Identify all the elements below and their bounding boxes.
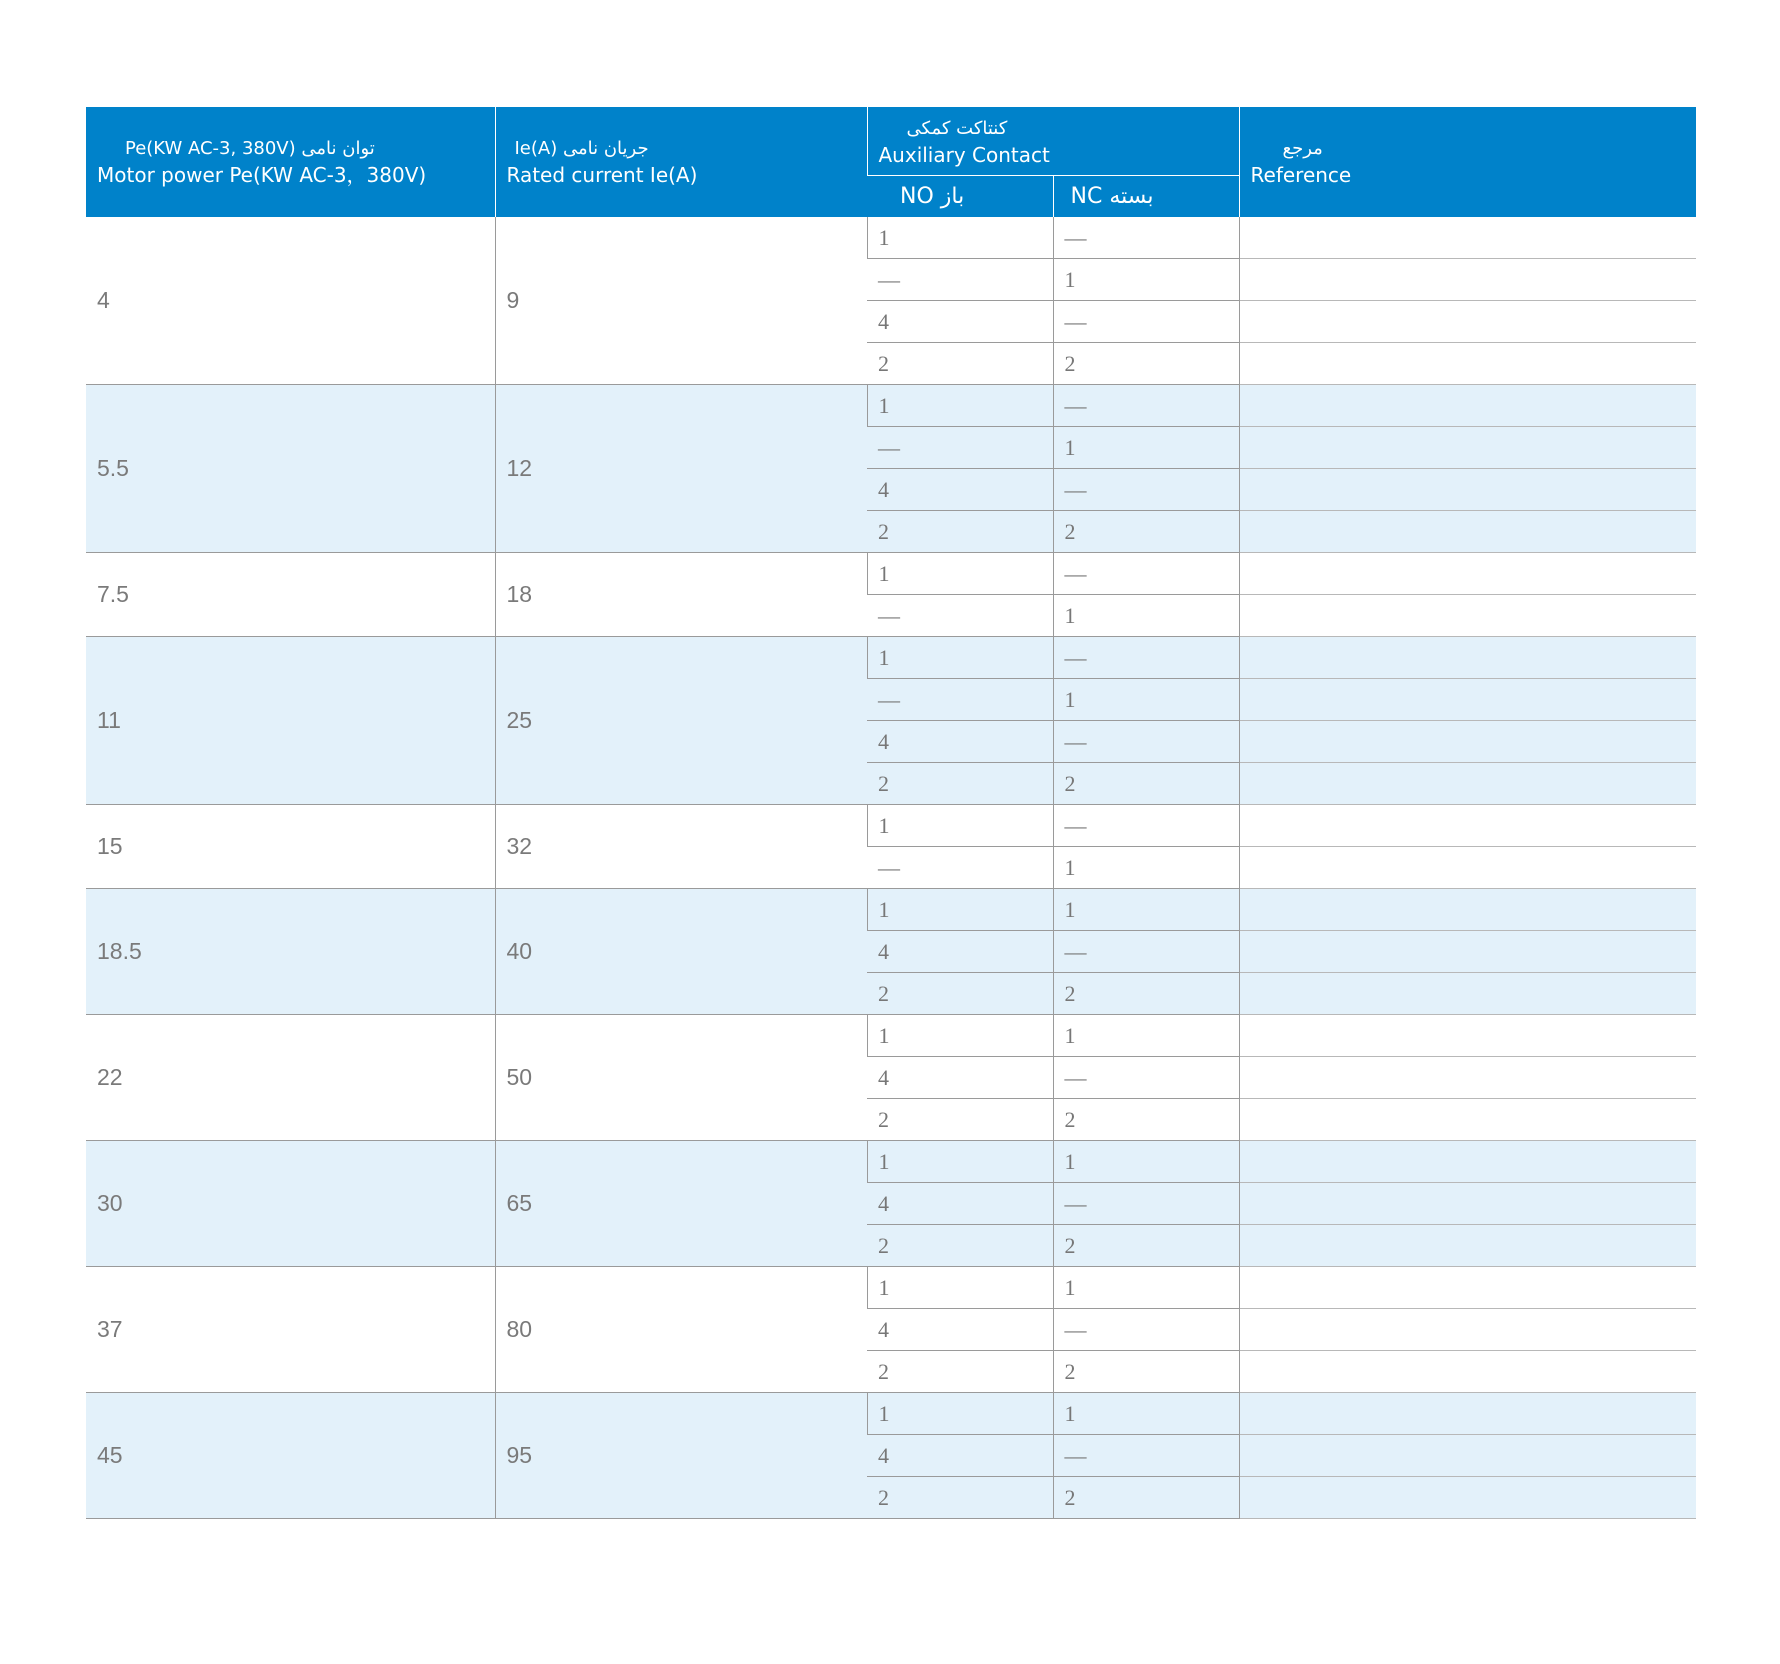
nc-contact-cell: — xyxy=(1053,931,1239,973)
no-contact-cell: 4 xyxy=(867,721,1053,763)
reference-cell xyxy=(1239,1351,1696,1393)
motor-power-cell: 11 xyxy=(86,637,495,805)
reference-cell xyxy=(1239,595,1696,637)
nc-contact-cell: 1 xyxy=(1053,847,1239,889)
nc-contact-cell: 2 xyxy=(1053,1351,1239,1393)
reference-cell xyxy=(1239,805,1696,847)
nc-contact-cell: 2 xyxy=(1053,763,1239,805)
reference-cell xyxy=(1239,1393,1696,1435)
reference-cell xyxy=(1239,1015,1696,1057)
header-motor-power-en: Motor power Pe(KW AC-3，380V) xyxy=(97,163,427,187)
reference-cell xyxy=(1239,1225,1696,1267)
header-auxiliary-contact-en: Auxiliary Contact xyxy=(878,143,1050,167)
no-contact-cell: 2 xyxy=(867,343,1053,385)
header-nc-label: بسته NC xyxy=(1070,184,1154,209)
motor-power-cell: 18.5 xyxy=(86,889,495,1015)
no-contact-cell: 4 xyxy=(867,301,1053,343)
reference-cell xyxy=(1239,889,1696,931)
nc-contact-cell: 2 xyxy=(1053,511,1239,553)
header-reference-en: Reference xyxy=(1250,163,1352,187)
reference-cell xyxy=(1239,259,1696,301)
no-contact-cell: 2 xyxy=(867,1099,1053,1141)
header-rated-current-en: Rated current Ie(A) xyxy=(506,163,698,187)
table-row xyxy=(86,637,1696,679)
table-row xyxy=(86,385,1696,427)
nc-contact-cell: — xyxy=(1053,301,1239,343)
motor-power-cell: 5.5 xyxy=(86,385,495,553)
reference-cell xyxy=(1239,1267,1696,1309)
nc-contact-cell: 1 xyxy=(1053,427,1239,469)
header-no xyxy=(867,176,1053,218)
rated-current-cell: 40 xyxy=(495,889,867,1015)
motor-power-cell: 37 xyxy=(86,1267,495,1393)
no-contact-cell: 1 xyxy=(867,1267,1053,1309)
no-contact-cell: 2 xyxy=(867,973,1053,1015)
no-contact-cell: 4 xyxy=(867,469,1053,511)
no-contact-cell: — xyxy=(867,427,1053,469)
header-motor-power xyxy=(86,107,495,217)
rated-current-cell: 95 xyxy=(495,1393,867,1519)
nc-contact-cell: — xyxy=(1053,637,1239,679)
no-contact-cell: 4 xyxy=(867,1057,1053,1099)
table-row xyxy=(86,889,1696,931)
table-row xyxy=(86,217,1696,259)
table-body xyxy=(86,217,1696,1519)
header-nc xyxy=(1053,176,1239,218)
nc-contact-cell: 2 xyxy=(1053,973,1239,1015)
reference-cell xyxy=(1239,637,1696,679)
nc-contact-cell: 2 xyxy=(1053,1099,1239,1141)
header-rated-current-fa: جریان نامی Ie(A) xyxy=(514,138,649,159)
no-contact-cell: 1 xyxy=(867,1393,1053,1435)
motor-power-cell: 4 xyxy=(86,217,495,385)
motor-power-cell: 7.5 xyxy=(86,553,495,637)
reference-cell xyxy=(1239,301,1696,343)
reference-cell xyxy=(1239,1183,1696,1225)
header-reference xyxy=(1239,107,1696,217)
no-contact-cell: 2 xyxy=(867,1225,1053,1267)
reference-cell xyxy=(1239,469,1696,511)
reference-cell xyxy=(1239,343,1696,385)
table-row xyxy=(86,1393,1696,1435)
reference-cell xyxy=(1239,931,1696,973)
no-contact-cell: 2 xyxy=(867,511,1053,553)
reference-cell xyxy=(1239,217,1696,259)
reference-cell xyxy=(1239,385,1696,427)
no-contact-cell: 1 xyxy=(867,1015,1053,1057)
rated-current-cell: 18 xyxy=(495,553,867,637)
nc-contact-cell: 1 xyxy=(1053,889,1239,931)
nc-contact-cell: — xyxy=(1053,553,1239,595)
no-contact-cell: 1 xyxy=(867,385,1053,427)
nc-contact-cell: 2 xyxy=(1053,1225,1239,1267)
nc-contact-cell: 1 xyxy=(1053,1141,1239,1183)
nc-contact-cell: 1 xyxy=(1053,259,1239,301)
no-contact-cell: 2 xyxy=(867,763,1053,805)
no-contact-cell: — xyxy=(867,679,1053,721)
nc-contact-cell: 2 xyxy=(1053,343,1239,385)
motor-power-cell: 15 xyxy=(86,805,495,889)
reference-cell xyxy=(1239,1099,1696,1141)
table-row xyxy=(86,805,1696,847)
nc-contact-cell: — xyxy=(1053,1309,1239,1351)
no-contact-cell: 1 xyxy=(867,805,1053,847)
no-contact-cell: 4 xyxy=(867,1309,1053,1351)
no-contact-cell: — xyxy=(867,847,1053,889)
reference-cell xyxy=(1239,973,1696,1015)
nc-contact-cell: — xyxy=(1053,469,1239,511)
table-header xyxy=(86,107,1696,217)
header-auxiliary-contact-fa: کنتاکت کمکی xyxy=(906,118,1008,139)
reference-cell xyxy=(1239,847,1696,889)
reference-cell xyxy=(1239,1477,1696,1519)
table-row xyxy=(86,1267,1696,1309)
nc-contact-cell: — xyxy=(1053,805,1239,847)
reference-cell xyxy=(1239,1435,1696,1477)
rated-current-cell: 80 xyxy=(495,1267,867,1393)
nc-contact-cell: 1 xyxy=(1053,1267,1239,1309)
no-contact-cell: — xyxy=(867,595,1053,637)
no-contact-cell: 1 xyxy=(867,217,1053,259)
no-contact-cell: 4 xyxy=(867,1183,1053,1225)
table-row xyxy=(86,553,1696,595)
reference-cell xyxy=(1239,553,1696,595)
motor-power-cell: 22 xyxy=(86,1015,495,1141)
table-row xyxy=(86,1141,1696,1183)
nc-contact-cell: 1 xyxy=(1053,595,1239,637)
nc-contact-cell: — xyxy=(1053,721,1239,763)
reference-cell xyxy=(1239,721,1696,763)
reference-cell xyxy=(1239,763,1696,805)
no-contact-cell: 1 xyxy=(867,1141,1053,1183)
motor-power-cell: 30 xyxy=(86,1141,495,1267)
nc-contact-cell: 2 xyxy=(1053,1477,1239,1519)
reference-cell xyxy=(1239,427,1696,469)
nc-contact-cell: — xyxy=(1053,217,1239,259)
no-contact-cell: 1 xyxy=(867,889,1053,931)
reference-cell xyxy=(1239,511,1696,553)
no-contact-cell: 2 xyxy=(867,1477,1053,1519)
nc-contact-cell: — xyxy=(1053,1057,1239,1099)
rated-current-cell: 12 xyxy=(495,385,867,553)
reference-cell xyxy=(1239,1057,1696,1099)
nc-contact-cell: — xyxy=(1053,1435,1239,1477)
contactor-spec-table xyxy=(86,107,1696,1519)
header-motor-power-fa: توان نامی Pe(KW AC-3, 380V) xyxy=(125,138,375,159)
header-no-label: باز NO xyxy=(900,184,965,209)
no-contact-cell: 1 xyxy=(867,637,1053,679)
no-contact-cell: 4 xyxy=(867,1435,1053,1477)
rated-current-cell: 9 xyxy=(495,217,867,385)
reference-cell xyxy=(1239,679,1696,721)
rated-current-cell: 50 xyxy=(495,1015,867,1141)
header-reference-fa: مرجع xyxy=(1282,138,1323,159)
nc-contact-cell: — xyxy=(1053,1183,1239,1225)
reference-cell xyxy=(1239,1141,1696,1183)
nc-contact-cell: 1 xyxy=(1053,1015,1239,1057)
rated-current-cell: 25 xyxy=(495,637,867,805)
header-rated-current xyxy=(495,107,867,217)
table-row xyxy=(86,1015,1696,1057)
reference-cell xyxy=(1239,1309,1696,1351)
header-auxiliary-contact xyxy=(867,107,1239,176)
no-contact-cell: — xyxy=(867,259,1053,301)
no-contact-cell: 2 xyxy=(867,1351,1053,1393)
nc-contact-cell: 1 xyxy=(1053,679,1239,721)
motor-power-cell: 45 xyxy=(86,1393,495,1519)
nc-contact-cell: — xyxy=(1053,385,1239,427)
no-contact-cell: 1 xyxy=(867,553,1053,595)
rated-current-cell: 65 xyxy=(495,1141,867,1267)
rated-current-cell: 32 xyxy=(495,805,867,889)
no-contact-cell: 4 xyxy=(867,931,1053,973)
nc-contact-cell: 1 xyxy=(1053,1393,1239,1435)
